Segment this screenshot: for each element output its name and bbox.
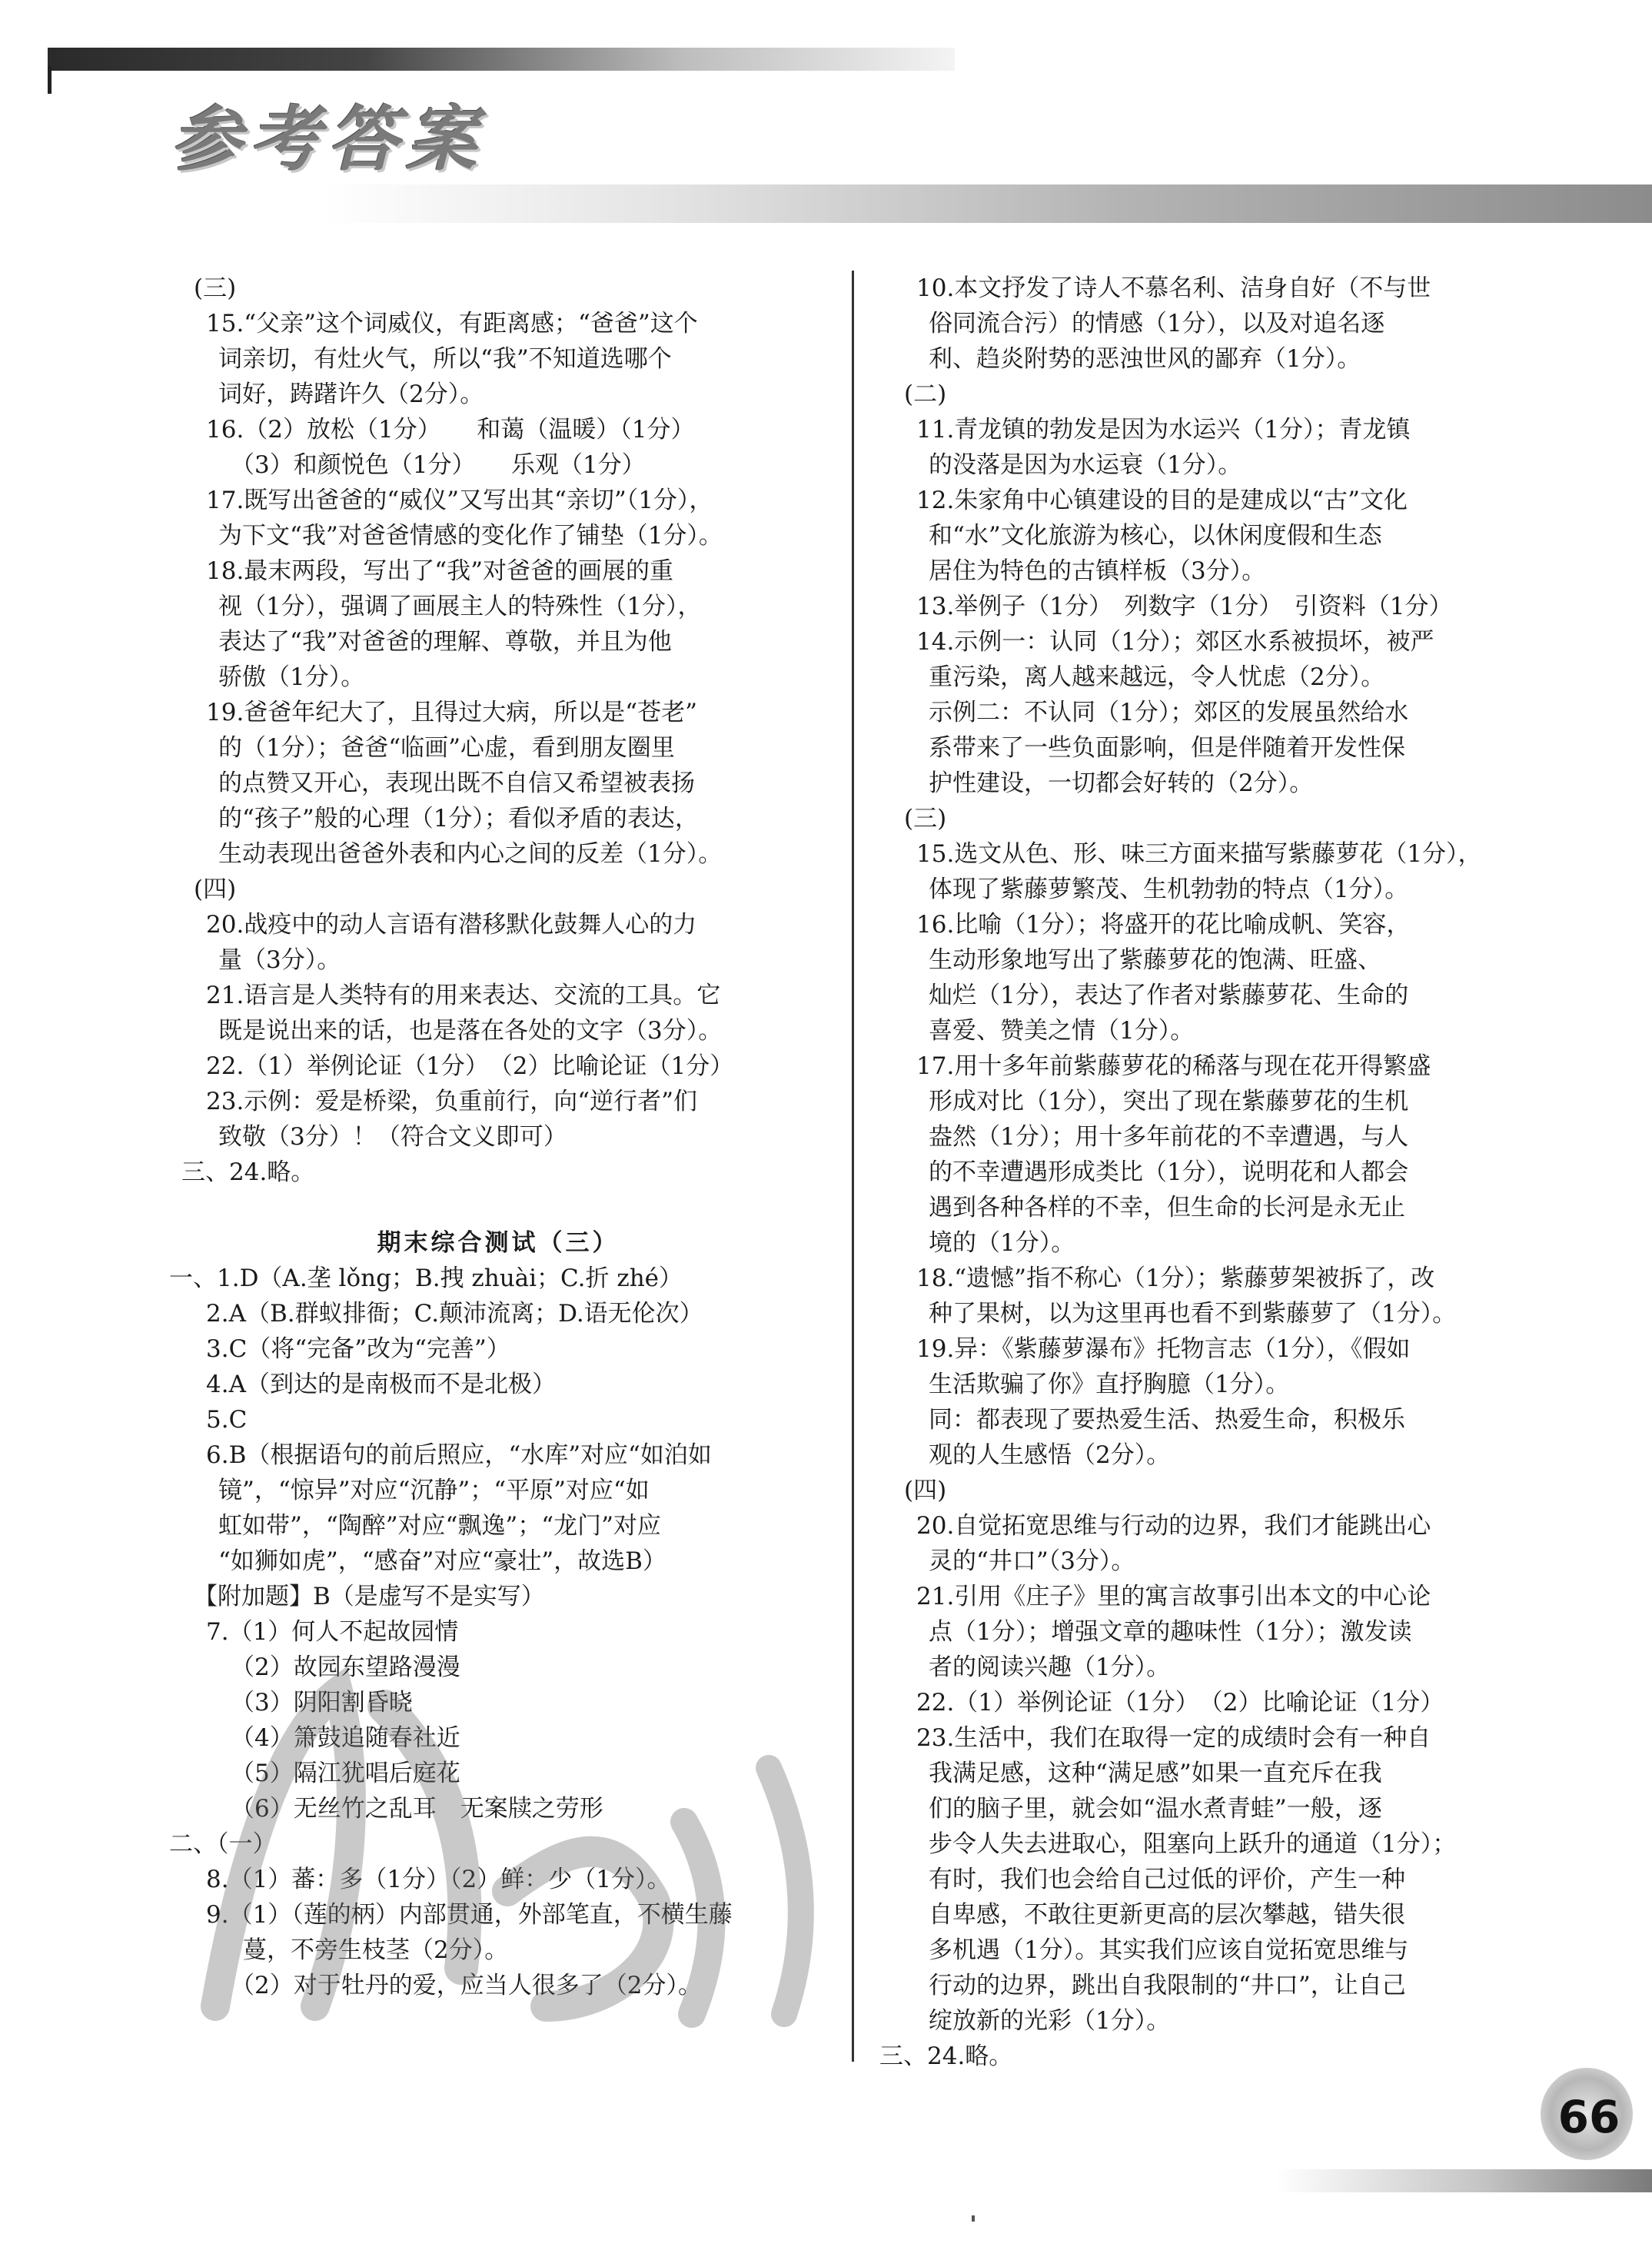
answer-line: 系带来了一些负面影响，但是伴随着开发性保 [929,734,1405,762]
page-number: 66 [1557,2091,1620,2143]
answer-line: 4.A（到达的是南极而不是北极） [206,1371,556,1398]
page-title: 参考答案 [171,98,485,181]
footer-decor-band [1276,2169,1652,2192]
answer-line: 22.（1）举例论证（1分） （2）比喻论证（1分） [916,1689,1444,1717]
answer-line: 和“水”文化旅游为核心，以休闲度假和生态 [929,522,1382,550]
answer-line: 灵的“井口”（3分）。 [929,1547,1135,1575]
answer-line: 镜”，“惊异”对应“沉静”；“平原”对应“如 [218,1477,650,1504]
left-answer-column [168,271,829,2003]
answer-line: 20.自觉拓宽思维与行动的边界，我们才能跳出心 [916,1512,1431,1540]
answer-line: “如狮如虎”，“感奋”对应“豪壮”，故选B） [218,1547,666,1575]
header-decor-tick [48,66,52,94]
section-title: 期末综合测试（三） [377,1229,620,1257]
answer-line: （2）故园东望路漫漫 [231,1653,460,1681]
answer-line: 13.举例子（1分） 列数字（1分） 引资料（1分） [916,593,1453,620]
answer-line: (三) [904,805,947,833]
answer-line: 6.B（根据语句的前后照应，“水库”对应“如泊如 [206,1441,712,1469]
answer-line: 观的人生感悟（2分）。 [929,1441,1171,1469]
answer-line: 15.“父亲”这个词威仪，有距离感；“爸爸”这个 [206,310,698,337]
answer-line: 词好，踌躇许久（2分）。 [218,381,484,408]
answer-line: 16.比喻（1分）；将盛开的花比喻成帆、笑容， [916,911,1411,939]
answer-line: 生活欺骗了你》直抒胸臆（1分）。 [929,1371,1290,1398]
answer-line: 的没落是因为水运衰（1分）。 [929,451,1242,479]
answer-line: 致敬（3分）！（符合文义即可） [218,1123,567,1151]
answer-line: 12.朱家角中心镇建设的目的是建成以“古”文化 [916,487,1408,514]
right-answer-column [878,271,1547,2074]
answer-line: 9.（1）（莲的柄）内部贯通，外部笔直，不横生藤 [206,1901,733,1929]
answer-line: 2.A（B.群蚁排衙；C.颠沛流离；D.语无伦次） [206,1300,703,1328]
answer-line: 3.C（将“完备”改为“完善”） [206,1335,510,1363]
answer-line: （6）无丝竹之乱耳 无案牍之劳形 [231,1795,603,1823]
answer-line [168,1190,829,1225]
answer-line: 步令人失去进取心，阻塞向上跃升的通道（1分）； [929,1830,1457,1858]
answer-line: 居住为特色的古镇样板（3分）。 [929,557,1266,585]
answer-line: 遇到各种各样的不幸，但生命的长河是永无止 [929,1194,1405,1221]
answer-line: 示例二：不认同（1分）；郊区的发展虽然给水 [929,699,1409,726]
answer-line: (四) [194,876,237,903]
column-divider [852,271,854,2062]
answer-line: 体现了紫藤萝繁茂、生机勃勃的特点（1分）。 [929,876,1409,903]
answer-line: 8.（1）蕃：多（1分）（2）鲜：少（1分）。 [206,1866,671,1893]
answer-line: 绽放新的光彩（1分）。 [929,2007,1171,2035]
answer-line: 虹如带”，“陶醉”对应“飘逸”；“龙门”对应 [218,1512,661,1540]
answer-line: 俗同流合污）的情感（1分），以及对追名逐 [929,310,1385,337]
answer-line: (二) [904,381,947,408]
answer-line: 23.生活中，我们在取得一定的成绩时会有一种自 [916,1724,1431,1752]
answer-line: 20.战疫中的动人言语有潜移默化鼓舞人心的力 [206,911,697,939]
answer-line: 我满足感，这种“满足感”如果一直充斥在我 [929,1760,1382,1787]
answer-line: 多机遇（1分）。其实我们应该自觉拓宽思维与 [929,1936,1409,1964]
answer-line: 的“孩子”般的心理（1分）；看似矛盾的表达， [218,805,699,833]
answer-line: 的不幸遭遇形成类比（1分），说明花和人都会 [929,1158,1409,1186]
answer-line: （4）箫鼓追随春社近 [231,1724,460,1752]
answer-line: 21.引用《庄子》里的寓言故事引出本文的中心论 [916,1583,1431,1610]
answer-line: 5.C [206,1406,248,1434]
answer-line: 19.异：《紫藤萝瀑布》托物言志（1分），《假如 [916,1335,1411,1363]
answer-line: 18.最末两段，写出了“我”对爸爸的画展的重 [206,557,673,585]
answer-line: 者的阅读兴趣（1分）。 [929,1653,1171,1681]
answer-line: 三、24.略。 [879,2042,1013,2070]
answer-line: 种了果树，以为这里再也看不到紫藤萝了（1分）。 [929,1300,1457,1328]
answer-line: 【附加题】B（是虚写不是实写） [194,1583,545,1610]
answer-line: 蔓，不旁生枝茎（2分）。 [243,1936,509,1964]
header-decor-bar [48,48,955,71]
answer-line: 14.示例一：认同（1分）；郊区水系被损坏，被严 [916,628,1434,656]
answer-line: 骄傲（1分）。 [218,663,365,691]
answer-line: （3）阴阳割昏晓 [231,1689,413,1717]
answer-line: 行动的边界，跳出自我限制的“井口”，让自己 [929,1972,1406,1999]
answer-line: （5）隔江犹唱后庭花 [231,1760,460,1787]
answer-line: 灿烂（1分），表达了作者对紫藤萝花、生命的 [929,982,1409,1009]
answer-line: 自卑感，不敢往更新更高的层次攀越，错失很 [929,1901,1405,1929]
answer-line: 三、24.略。 [181,1158,315,1186]
answer-line: 生动形象地写出了紫藤萝花的饱满、旺盛、 [929,946,1381,974]
answer-line: 视（1分），强调了画展主人的特殊性（1分）， [218,593,702,620]
answer-line: 表达了“我”对爸爸的理解、尊敬，并且为他 [218,628,672,656]
answer-line: 为下文“我”对爸爸情感的变化作了铺垫（1分）。 [218,522,723,550]
header-decor-band [323,184,1652,223]
answer-line: 19.爸爸年纪大了，且得过大病，所以是“苍老” [206,699,697,726]
answer-line: 喜爱、赞美之情（1分）。 [929,1017,1195,1045]
answer-line: 11.青龙镇的勃发是因为水运兴（1分）；青龙镇 [916,416,1411,444]
answer-line: 二、（一） [169,1830,277,1858]
answer-line: 量（3分）。 [218,946,341,974]
answer-line: 15.选文从色、形、味三方面来描写紫藤萝花（1分）， [916,840,1482,868]
answer-line: 一、1.D（A.垄 lǒng；B.拽 zhuài；C.折 zhé） [169,1265,683,1292]
answer-line: 重污染，离人越来越远，令人忧虑（2分）。 [929,663,1385,691]
answer-line: 7.（1）何人不起故园情 [206,1618,459,1646]
answer-line: 18.“遗憾”指不称心（1分）；紫藤萝架被拆了，改 [916,1265,1435,1292]
answer-line: 护性建设，一切都会好转的（2分）。 [929,769,1314,797]
answer-line: 21.语言是人类特有的用来表达、交流的工具。它 [206,982,721,1009]
answer-line: 22.（1）举例论证（1分） （2）比喻论证（1分） [206,1052,734,1080]
answer-line: 17.既写出爸爸的“威仪”又写出其“亲切”（1分）， [206,487,713,514]
answer-line: 形成对比（1分），突出了现在紫藤萝花的生机 [929,1088,1409,1115]
answer-line: 16.（2）放松（1分） 和蔼（温暖）（1分） [206,416,695,444]
answer-line: 词亲切，有灶火气，所以“我”不知道选哪个 [218,345,672,373]
answer-line: 同：都表现了要热爱生活、热爱生命，积极乐 [929,1406,1405,1434]
answer-line: 点（1分）；增强文章的趣味性（1分）；激发读 [929,1618,1412,1646]
bottom-mark [972,2215,975,2222]
answer-line: 17.用十多年前紫藤萝花的稀落与现在花开得繁盛 [916,1052,1431,1080]
answer-line: 利、趋炎附势的恶浊世风的鄙弃（1分）。 [929,345,1361,373]
answer-line: （2）对于牡丹的爱，应当人很多了（2分）。 [231,1972,702,1999]
answer-line: 们的脑子里，就会如“温水煮青蛙”一般，逐 [929,1795,1382,1823]
answer-line: 有时，我们也会给自己过低的评价，产生一种 [929,1866,1405,1893]
answer-line: 23.示例：爱是桥梁，负重前行，向“逆行者”们 [206,1088,697,1115]
answer-line: (三) [194,274,237,302]
answer-line: 10.本文抒发了诗人不慕名利、洁身自好（不与世 [916,274,1431,302]
answer-line: 生动表现出爸爸外表和内心之间的反差（1分）。 [218,840,723,868]
answer-line: 境的（1分）。 [929,1229,1075,1257]
answer-line: 盎然（1分）；用十多年前花的不幸遭遇，与人 [929,1123,1409,1151]
answer-line: 的点赞又开心，表现出既不自信又希望被表扬 [218,769,695,797]
answer-line: (四) [904,1477,947,1504]
answer-line: 既是说出来的话，也是落在各处的文字（3分）。 [218,1017,723,1045]
answer-line: 的（1分）；爸爸“临画”心虚，看到朋友圈里 [218,734,675,762]
answer-line: （3）和颜悦色（1分） 乐观（1分） [231,451,646,479]
